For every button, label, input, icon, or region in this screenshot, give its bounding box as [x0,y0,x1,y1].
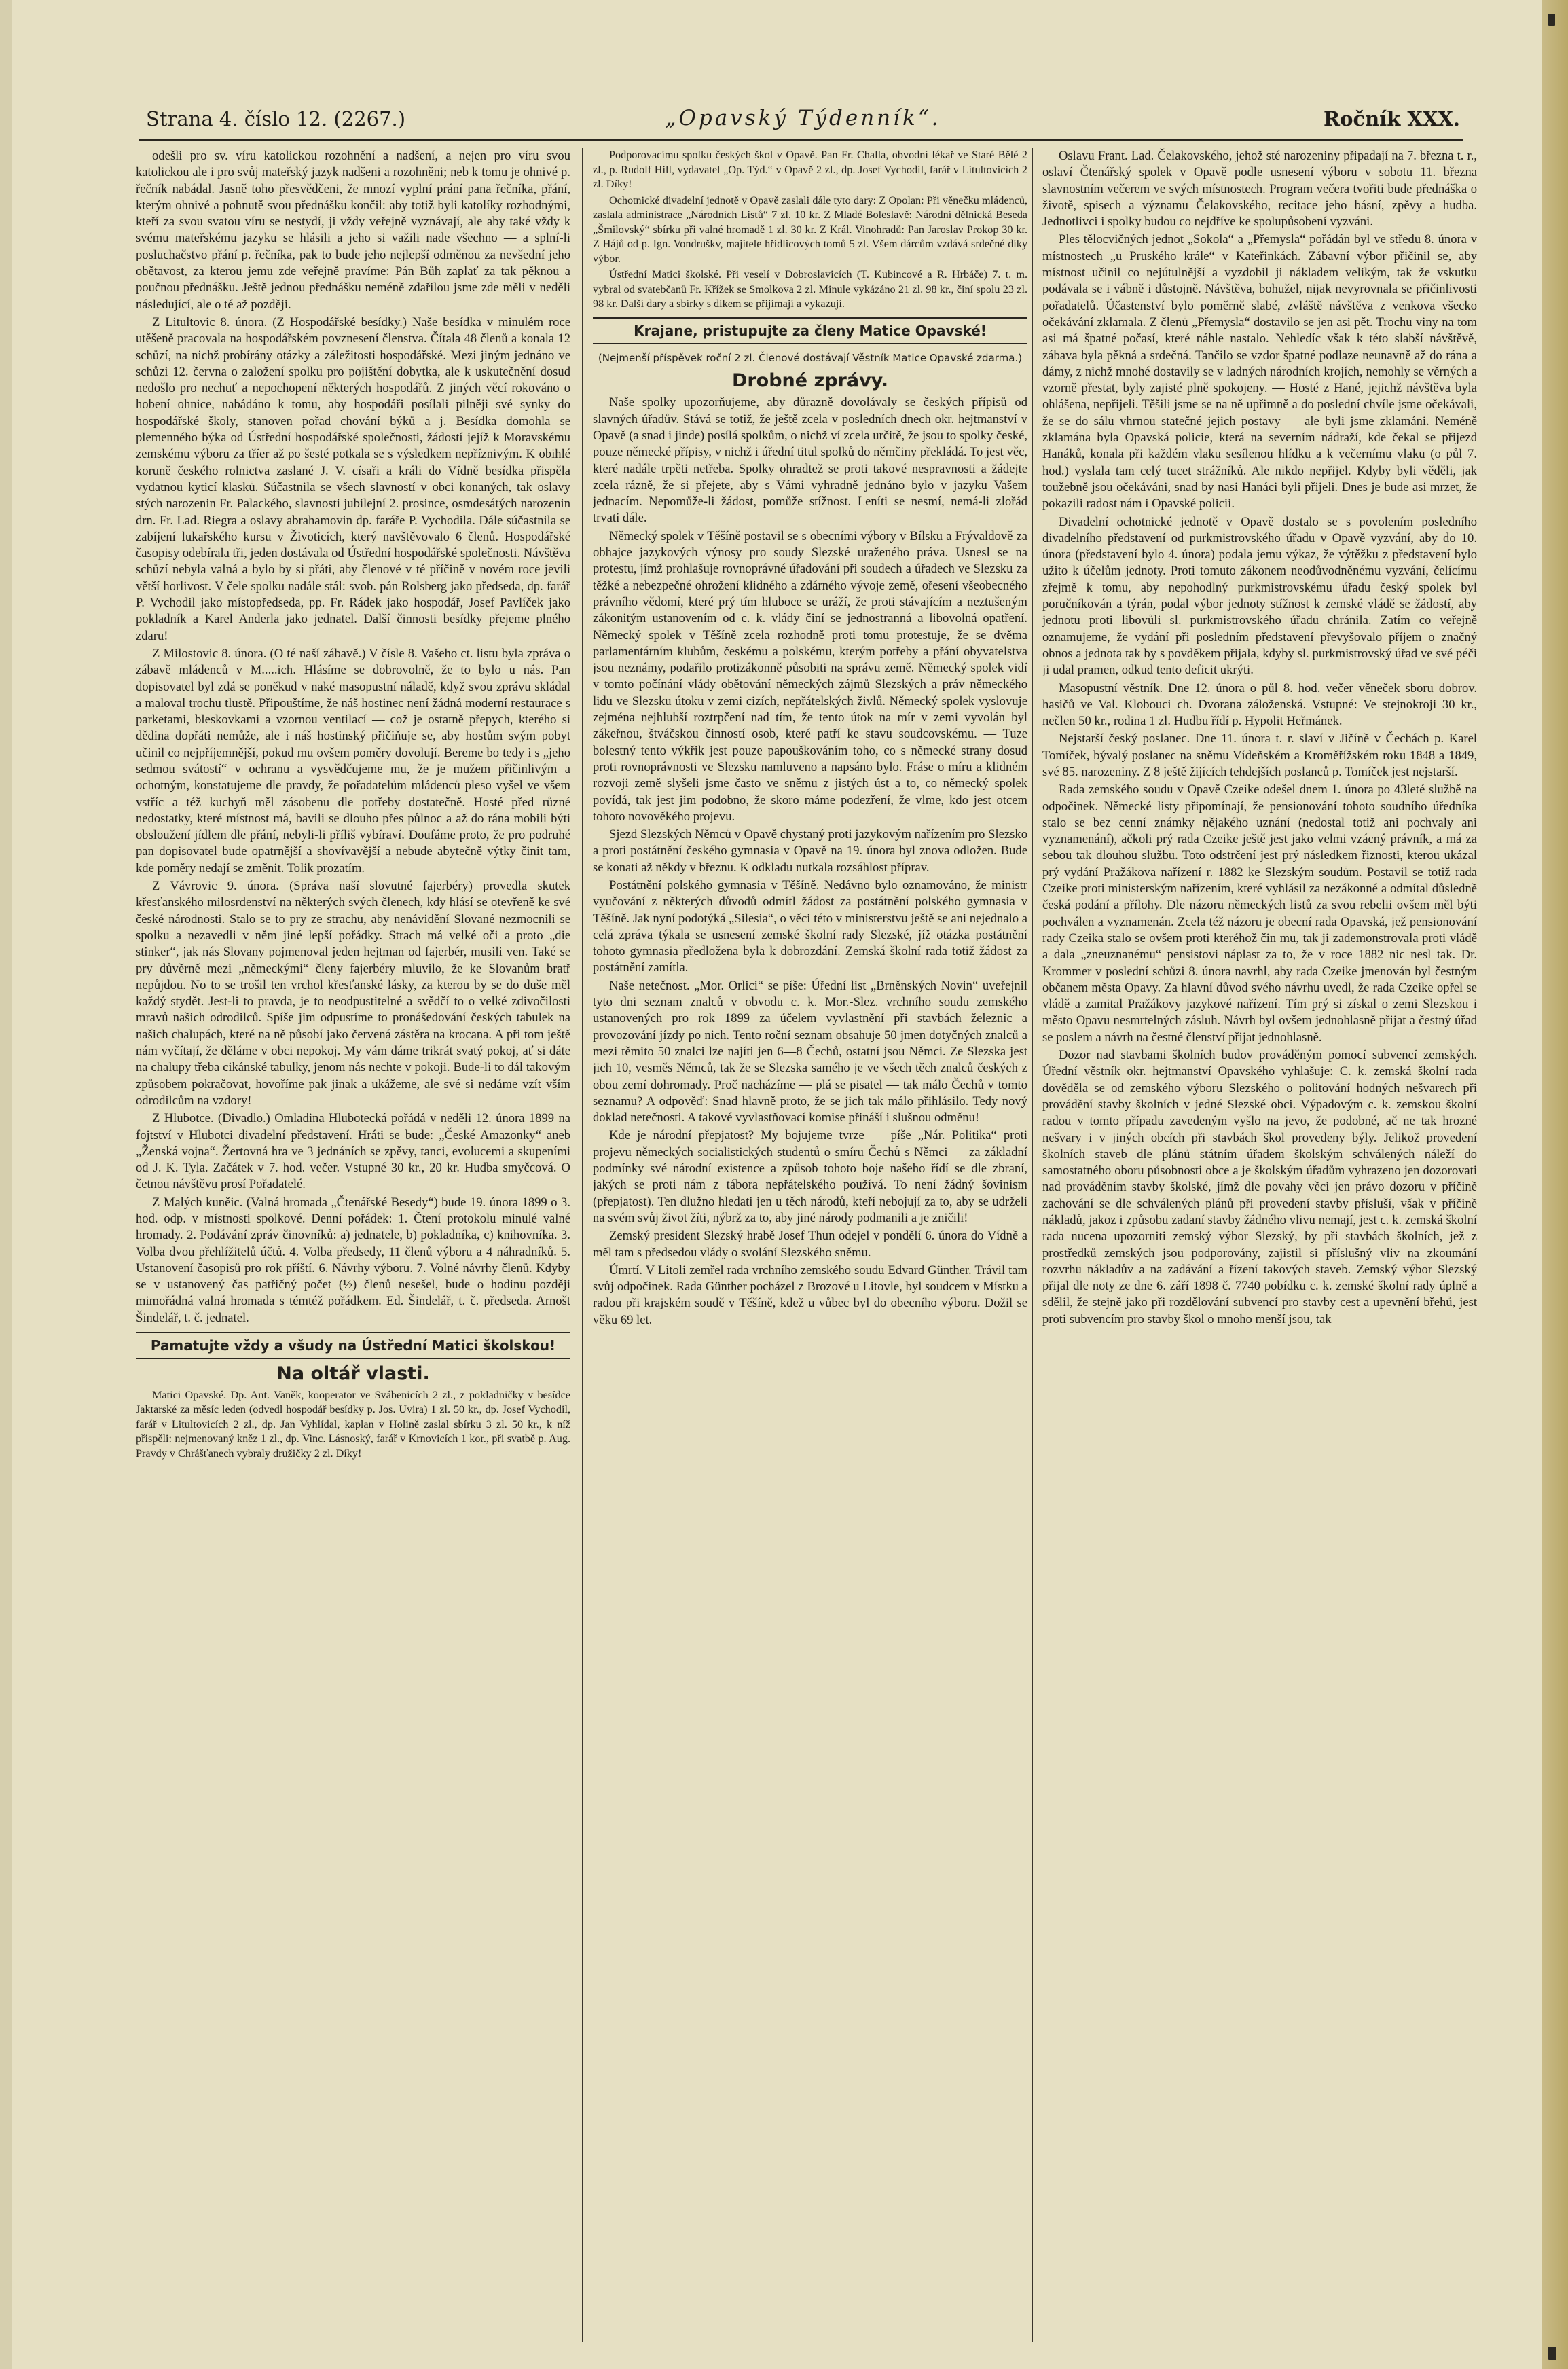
news-item: Úmrtí. V Litoli zemřel rada vrchního zemského soudu Edvard Günther. Trávil tam svůj odpočinek. Rada Günther pocházel z Brozové u Litovle, byl soudcem v Místku a radou při krajském soudě v Těšíně, kdež u vůbec byl do obecního výboru. Dožil se věku 69 let. [593,1263,1027,1327]
page-header [146,102,1460,140]
archive-mark [1548,2347,1556,2360]
page-edge [1542,0,1568,2369]
section-title: Na oltář vlasti. [276,1363,430,1385]
news-item: Ples tělocvičných jednot „Sokola“ a „Přemysla“ pořádán byl ve středu 8. února v místnostech „u Pruského krále“ v Kateřinkách. Zábavní výbor přičinil se, aby místnost učinil co nejútulnější a vyzdobil ji nákladem velikým, tak že vskutku podávala se i vábně i důstojně. Návštěva, bohužel, nijak nevyrovnala se přičinlivosti pořadatelů. Účastenství bylo poměrně slabé, zvláště návštěva z venkova všecko očekávání zklamala. Z členů „Přemysla“ dostavilo se jen asi pět. Trochu viny na tom asi má špatné počasí, které náhle nastalo. Nehledíc však k této slabší návštěvě, zábava byla pěkná a srdečná. Tančilo se vzdor špatné podlaze neunavně až do rána a dámy, z nichž mnohé dostavily se v ladných národních krojích, nemohly se věrných a vzorně přestat, byly zajisté plně spokojeny. — Hosté z Hané, jejichž návštěva byla ohlášena, nepřijeli. Těšili jsme se na ně upřimně a do poslední chvíle jsme očekávali, že se do sálu vhrnou statečné jejich postavy — ale byli jsme zklamáni. Neméně zklamána byla Opavská policie, která na severním nádraží, kde čekal se přijezd Hanáků, konala při každém vlaku sesílenou hlídku a k večernímu vlaku (o půl 7. hod.) vyslala tam celý tucet strážníků. Ale nikdo nepřijel. Kdyby byli věděli, jak toužebně jsou očekáváni, snad by nasi Hanáci byli přijeli. Dnes je bude asi mrzet, že pokazili radost nám i Opavské policii. [1042,232,1477,511]
column-middle [593,148,1027,2342]
volume-number: Ročník XXX. [1324,107,1460,130]
article-paragraph: Z Litultovic 8. února. (Z Hospodářské besídky.) Naše besídka v minulém roce utěšeně pracovala na hospodářském povznesení členstva. Čítala 48 členů a konala 12 schůzí, na nichž probírány otázky a záležitosti hospodářské. Mezi jiným jednáno ve schůzi 12. června o založení spolku pro pojištění dobytka, ale k uskutečnění dosud nedošlo pro nechuť a nepochopení některých hospodářů. Z jiných věcí rokováno o hobení ohnice, nabádáno k tomu, aby hospodáři posílali pilněji své synky do hospodářské školy, stanoven pořad chování býků a j. Besídka domohla se plemenného býka od Ústřední hospodářské společnosti, žádostí jejíž k Moravskému zemskému výboru za tříer až po šesté potkala se s výsledkem nepříznivým. K obihlé koruně českého rolnictva zaslané J. V. císaři a králi do Vídně besídka přispěla vydatnou kyticí klasků. Súčastnila se všech slavností v obci konaných, tak oslavy stých narozenin Fr. Palackého, slavnosti jubilejní 2. prosince, osmdesátých narozenin drn. Fr. Lad. Riegra a oslavy abrahamovin dp. faráře P. Vychodila. Dále súčastnila se zabíjení lukařského kursu v Životicích, který navštěvovalo 6 členů. Hospodářské časopisy odebírala tři, jeden dostávala od Ústřední hospodářské společnosti. Návštěva schůzí nebyla valná a bylo by si přáti, aby členové v té příčině v novém roce jevili větší horlivost. V čele spolku nadále stál: svob. pán Rolsberg jako předseda, dp. farář P. Vychodil jako místopředseda, pp. Fr. Rádek jako hospodář, Josef Pavlíček jako pokladník a Karel Anderla jako jednatel. Další činnosti besídky přejeme plného zdaru! [136,314,570,643]
article-paragraph: Z Vávrovic 9. února. (Správa naší slovutné fajerbéry) provedla skutek křesťanského milosrdenství na některých svých členech, kdy hlásí se otevřeně ke své české národnosti. Stalo se to pry ze strachu, aby nenávidění Slované nezmocnili se spolku a nezavedli v něm jiné lepší pořádky. Strach má velké oči a proto „die stinker“, jak nás Slovany pojmenoval jeden hejtman od fajerbér, musili ven. Také se pry důvěrně mezi „německými“ členy fajerbéry mluvilo, že ke Slovanům bratř nepůjdou. No to se trošil ten vrchol křesťanské lásky, za kterou by se do duše měl každý stydět. Jest-li to pravda, je to neodpustitelné a svědčí to o velké zdivočilosti mravů našich odrodilců. Spíše jim odpustíme to pronášedování českých tabulek na našich chalupách, které na ně působí jako červená zástěra na krocana. A při tom ještě nám vyčítají, že děláme v obci nepokoj. My vám dáme trikrát svatý pokoj, ať si dáte na chalupy třeba cikánské tabulky, jenom nás nechte v pokoji. Bude-li to dál takovým způsobem pokračovat, hovoříme pak jinak a ukážeme, ale své si nedáme vzít vším odrodilcům na vzdory! [136,879,570,1108]
donation-paragraph: Podporovacímu spolku českých škol v Opavě. Pan Fr. Challa, obvodní lékař ve Staré Bělé 2 zl., p. Rudolf Hill, vydavatel „Op. Týd.“ v Opavě 2 zl., dp. Josef Vychodil, farář v Litultovicích 2 zl. Díky! [593,149,1027,190]
column-divider [1032,148,1033,2342]
banner-note: (Nejmenší příspěvek roční 2 zl. Členové dostávají Věstník Matice Opavské zdarma.) [598,351,1023,364]
donation-list: Matici Opavské. Dp. Ant. Vaněk, kooperator ve Svábenicích 2 zl., z pokladničky v besídce Jaktarské za měsíc leden (odvedl hospodář besídky p. Jos. Uvira) 1 zl. 50 kr., dp. Josef Vychodil, farář v Litultovicích 2 zl., dp. Jan Vyhlídal, kaplan v Holině zaslal sbírku 3 zl. 50 kr., k níž přispěli: nejmenovaný kněz 1 zl., dp. Vinc. Lásnoský, farář v Krnovicích 1 kor., při svatbě p. Aug. Pravdy v Chrášťanech vybraly družičky 2 zl. Díky! [136,1388,570,1460]
article-paragraph: Z Hlubotce. (Divadlo.) Omladina Hlubotecká pořádá v neděli 12. února 1899 na fojtství v Hlubotci divadelní představení. Hráti se bude: „České Amazonky“ aneb „Ženská vojna“. Žertovná hra ve 3 jednáních se zpěvy, tanci, evolucemi a skupeními od J. K. Tyla. Začátek v 7. hod. večer. Vstupné 30 kr., 20 kr. Hudba smyčcová. O četnou návštěvu prosí Pořadatelé. [136,1111,570,1192]
column-right [1042,148,1477,2342]
article-paragraph: Z Malých kuněic. (Valná hromada „Čtenářské Besedy“) bude 19. února 1899 o 3. hod. odp. v místnosti spolkové. Denní pořádek: 1. Čtení protokolu minulé valné hromady. 2. Podávání zpráv činovníků: a) jednatele, b) pokladníka, c) knihovníka. 3. Volba dvou přehlížitelů účtů. 4. Volba předsedy, 11 členů výboru a 4 náhradníků. 5. Ustanovení časopisů pro rok příští. 6. Návrhy výboru. 7. Volné návrhy členů. Kdyby se v ustanovený čas patřičný počet (½) členů nesešel, bude o hodinu později mimořádná valná hromada s témtéž pořádkem. Ed. Šindelář, t. č. předseda. Arnošt Šindelář, t. č. jednatel. [136,1195,570,1325]
news-item: Dozor nad stavbami školních budov prováděným pomocí subvencí zemských. Úřední věstník okr. hejtmanství Opavského vyhlašuje: C. k. zemská školní rada dověděla se od zemského výboru Slezského o politování hodných nešvarech při provádění stavby školních v jedné Slezské obci. Výpadovým c. k. zemskou školní radou v tomto případu zavedeným vyšlo na jevo, že podobné, ač ne tak hrozné nešvary i v jiných obcích při stavbách škol provedeny býly. Jelikož provedení školních staveb dle plánů státním úřadem školským schválených náleží do samostatného oboru působnosti obce a je školským úřadům vyhrazeno jen dozorovati nad prováděním stavby školské, jímž dle povahy věci jen právo dozoru v příčině zachování se dle schválených plánů při provedení stavby přísluší, však v příčině nákladů, jakoz i způsobu zadaní stavby žádného vlivu nemají, jest c. k. zemská školní rada nucena upozorniti zemský výbor Slezský, by při stavbách školních, jež z prostředků zemských jsou podporovány, zajistil si příslušný vliv na zkoumání rozvrhu nákladův a na zadávání a řízení takových staveb. Zemský výbor Slezský přijal dle noty ze dne 6. září 1898 č. 7740 pobídku c. k. zemské školní rady úplně a sdělil, že stejně jako při rozdělování subvencí pro stavby cest a upevnění břehů, jest proti subvencím pro stavby škol o mnoho menší jsou, tak [1042,1048,1477,1326]
article-paragraph: odešli pro sv. víru katolickou rozohnění a nadšení, a nejen pro víru svou katolickou ale i pro svůj mateřský jazyk nadšeni a rozohněni; neb k tomu je ohnivé p. řečník nabádal. Jasně toho přesvědčeni, že mnozí vyplní prání pana řečníka, přání, kterým ohnivé a pohnutě svou přednášku končil: aby totiž byli katolíky rozhodnými, kteří za svou svatou víru se nestydí, ji vždy veřejně vyznávají, ale aby také vždy k svému mateřskému jazyku se hlásili a jeho si važili nade všechno — a splní-li posluchačstvo přání p. řečníka, pak to bude jeho nejlepší odměnou za nevšední jeho obětavost, za kterou jemu zde veřejně pravíme: Pán Bůh zaplať za tak pěknou a poučnou přednášku. Ještě jednou přednášku neméně zdařilou jsme zde měli v neděli následující, ale o té až později. [136,149,570,312]
news-item: Sjezd Slezských Němců v Opavě chystaný proti jazykovým nařízením pro Slezsko a proti postátnění českého gymnasia v Opavě na 19. února byl znova odložen. Bude se konati až někdy v březnu. K odkladu nutkala rozsáhlost příprav. [593,827,1027,875]
page-number: Strana 4. číslo 12. (2267.) [146,107,406,130]
article-paragraph: Z Milostovic 8. února. (O té naší zábavě.) V čísle 8. Vašeho ct. listu byla zpráva o zábavě mládenců v M.....ich. Hlásíme se dobrovolně, že to bylo u nás. Pan dopisovatel byl zdá se poněkud v naké masopustní náladě, když svou zprávu skládal a maloval trochu tlustě. Připouštíme, že náš hostinec není žádná moderní restaurace s parketami, bleskovkami a vzornou ventilací — což je ostatně přepych, kterého si dědina dopřáti nemůže, ale i náš hostinský přičiňuje se, aby hostům svým pobyt učinil co nejpříjemnější, pokud mu ovšem poměry dovolují. Bereme bo tedy i s „jeho sedmou svátostí“ v ochranu a vysvědčujeme mu, že je mužem přičinlivým a ochotným, konstatujeme dle pravdy, že pořadatelům mládenců pleso vyšel ve všem vstříc a též kuchyň měl zásobenu dle potřeby dostatečně. Hosté před různé nedostatky, které místnost má, bavili se dlouho přes půlnoc a až do rána mobili býti obsloužení jídlem dle přání, nebyli-li příliš vybíraví. Doufáme proto, že pro podruhé pan dopisovatel bude opatrnější a shovívavější a nebude abytečně výtky činit tam, kde poměry nedají se změnit. Tolik prozatím. [136,646,570,875]
news-item: Zemský president Slezský hrabě Josef Thun odejel v pondělí 6. února do Vídně a měl tam s předsedou vlády o svolání Slezského sněmu. [593,1229,1027,1260]
column-divider [582,148,583,2342]
column-left [136,148,570,2342]
section-title: Drobné zprávy. [731,370,889,392]
donation-paragraph: Ochotnické divadelní jednotě v Opavě zaslali dále tyto dary: Z Opolan: Při věnečku mládenců, zaslala administrace „Národních Listů“ 7 zl. 10 kr. Z Mladé Boleslavě: Národní dělnická Beseda „Šmilovský“ sbírku při valné hromadě 1 zl. 30 kr. Z Král. Vinohradů: Pan Jaroslav Prokop 30 kr. Z Hájů od p. Ign. Vondruškv, majitele hřídlicových tomů 5 zl. Všem dárcům vzdává srdečné díky výbor. [593,194,1027,265]
news-item: Nejstarší český poslanec. Dne 11. února t. r. slaví v Jičíně v Čechách p. Karel Tomíček, bývalý poslanec na sněmu Vídeňském a Kroměřížském roku 1848 a 1849, své 85. narozeniny. Z 8 ještě žijících tehdejších poslanců p. Tomíček jest nejstarší. [1042,731,1477,779]
news-item: Postátnění polského gymnasia v Těšíně. Nedávno bylo oznamováno, že ministr vyučování z některých důvodů odmítl žádost za postátnění polského gymnasia v Těšíně. Jak nyní podotýká „Silesia“, o věci této v ministerstvu ještě se ani nejednalo a celá zpráva týkala se usnesení zemské školní rady Slezské, jíž otázka postátnění tohoto gymnasia předložena byla k dobrozdání. Zemská školní rada totiž žádost za postátnění zamítla. [593,878,1027,975]
matice-banner: Pamatujte vždy a všudy na Ústřední Matici školskou! [136,1332,570,1359]
news-item: Oslavu Frant. Lad. Čelakovského, jehož sté narozeniny připadají na 7. března t. r., oslaví Čtenářský spolek v Opavě podle usnesení výboru v sobotu 11. března slavnostním večerem ve svých místnostech. Program večera tvořiti bude přednáška o životě, spisech a významu Čelakovského, recitace jeho básní, zpěvy a hudba. Jednotlivci i spolky budou co nejdříve ke spolupůsobení vyzváni. [1042,149,1477,230]
news-item: Rada zemského soudu v Opavě Czeike odešel dnem 1. února po 43leté službě na odpočinek. Německé listy připomínají, že pensionování tohoto soudního úředníka stalo se bez cenní známky nějakého uznání (nedostal totiž ani pochvaly ani vyznamenání), ačkoli prý rada Czeike ještě jest jako velmi vzácný právník, a má za sebou tak dlouhou službu. Toto odstrčení jest prý následkem řiznosti, kterou ukázal prý vydání Pražákova nařízení r. 1882 ke Slezským soudům. Postavil se totiž rada Czeike proti ministerským nařízením, které vyhlásil za nezákonné a odmítal důsledně česká podání a přílohy. Dle názoru německých listů za svou rebelii ovšem měl býti pochválen a vyznamenán. Zcela též názoru je obecní rada Opavská, jež pensionování rady Czeika stalo se ovšem proti kteréhož čin mu, tak ji zademonstrovala proti vládě a dala „zneuznanému“ pensistovi náplast za to, že v roce 1882 nic nesl tak. Dr. Krommer v poslední schůzi 8. února navrhl, aby rada Czeike jmenován byl čestným občanem města Opavy. Za hlavní důvod svého návrhu uvedl, že rada Czeike opřel se vládě a zamital Pražákovy jazykové nařízení. Tím prý si získal o zemi Slezskou i město Opavu nesmrtelných zásluh. Návrh byl ovšem jednohlasně přijat a čestný úřad se poslem a návrh na čestné členství přijat jednohlasně. [1042,782,1477,1045]
header-rule [139,139,1463,141]
news-item: Naše spolky upozorňujeme, aby důrazně dovolávaly se českých přípisů od slavných úřadův. Stává se totiž, že ještě zcela v posledních dnech okr. hejtmanství v Opavě (a snad i jinde) posílá spolkům, o nichž ví zcela určitě, že jsou to spolky české, pouze německé přípisy, v nichž i úřední titul spolků do němčiny překládá. To jest věc, které nadále trpěti netřeba. Spolky ohradtež se proti takové nespravnosti a žádejte zcela rázně, že si přejete, aby s Vámi vyhradně jednáno bylo v jazyku Vašem jednacím. Nepomůže-li žádost, pomůže stížnost. Leníti se nesmí, nemá-li zlořád trvati dále. [593,395,1027,526]
donation-paragraph: Ústřední Matici školské. Při veselí v Dobroslavicích (T. Kubincové a R. Hrbáče) 7. t. m. vybral od svatebčanů Fr. Křížek se Smolkova 2 zl. Minule vykázáno 21 zl. 98 kr., činí spolu 23 zl. 98 kr. Další dary a sbírky s díkem se přijímají a vykazují. [593,268,1027,310]
matice-banner: Krajane, pristupujte za členy Matice Opavské! [593,317,1027,344]
news-item: Kde je národní přepjatost? My bojujeme tvrze — píše „Nár. Politika“ proti projevu německých socialistických studentů o smíru Čechů s Němci — za základní podmínky své národní existence a způsob tohoto boje našeho řídí se dle zbraní, jakých se proti nám z tábora nepřátelského používá. To není žádný šovinism (přepjatost). Ten dlužno hledati jen u těch národů, kteří nebojují za to, aby se udrželi na svém svůj život žíti, nýbrž za to, aby jiné národy podmanili a je zničili! [593,1128,1027,1225]
news-item: Naše netečnost. „Mor. Orlici“ se píše: Úřední list „Brněnských Novin“ uveřejnil tyto dni seznam znalců v obvodu c. k. Mor.-Slez. vrchního soudu zemského ustanovených pro rok 1899 za účelem vyvlastnění při stavbách železnic a provozování jízdy po nich. Tento roční seznam obsahuje 50 jmen dotyčných znalců a mezi těmito 50 znalci lze najíti jen 6—8 Čechů, ostatní jsou Němci. Ze Slezska jest jich 10, vesměs Němců, tak že se Slezska samého je ve všech těch znalců českých z obou zemí dohromady. Proč nacházíme — plá se pisatel — tak málo Čechů v tomto seznamu? A odpověď: Snad hlavně proto, že se jich tak málo přihlásilo. Tedy nový doklad netečnosti. A takové vyvlastňovací komise přináší i slušnou odměnu! [593,978,1027,1125]
news-item: Masopustní věstník. Dne 12. února o půl 8. hod. večer věneček sboru dobrov. hasičů ve Val. Klobouci ch. Dvorana záloženská. Vstupné: Ve stejnokroji 30 kr., nečlen 50 kr., rodina 1 zl. Hudbu řídí p. Hypolit Heřmánek. [1042,681,1477,729]
news-item: Divadelní ochotnické jednotě v Opavě dostalo se s povolením posledního divadelního představení od purkmistrovského úřadu v Opavě vyzvání, aby do 10. února (představení bylo 4. února) podala jemu výkaz, že výtěžku z představení bylo užito k účelům jednoty. Proti tomuto zákonem neodůvodněnému vyzvání, čelícímu zřejmě k tomu, aby nepohodlný purkmistrovskému úřadu český spolek byl poručníkován a týrán, podal výbor jednoty stížnost k zemské vládě se žádostí, aby jednotu proti libovůli sl. purkmistrovského úřadu chránila. Zatím co veřejně oznamujeme, že vydání při posledním představení převyšovalo příjem o značný obnos a jednota tak by s povděkem přijala, kdyby sl. purkmistrovský úřad ve své péči ji udal pramen, odkud tento deficit ukrýti. [1042,514,1477,678]
news-item: Německý spolek v Těšíně postavil se s obecními výbory v Bílsku a Frývaldově za obhajce jazykových výnosy pro soudy Slezské uraženého práva. Usnesl se na protestu, jímž prohlašuje rovnoprávné úřadování při soudech a úřadech ve Slezsku za těžké a nebezpečné ohrožení klidného a zdárného vývoje země, ořesení všeobecného právního vědomí, které prý tím hluboce se uráží, že proti stávajícím a neztušeným zákonitým ustanovením od c. k. vlády činí se jednostranná a libovolná opatření. Německý spolek v Těšíně zcela rozhodně proti tomu protestuje, že se dvěma parlamentárním klubům, českému a polskému, kterým potřeby a přání obyvatelstva jsou neznámy, podařilo protizákonně působiti na správu země. Německý spolek vidí v tomto počínání vlády obětování německých zájmů Slezských a práv německého lidu ve Slezsku útoku v zemi cizích, nepřátelských živlů. Německý spolek vyslovuje zejména nejhlubší roztrpčení nad tím, že tento útok na mír v zemi vyvolán byl zákeřnou, štváčskou činností osob, které patří ke stavu soudcovskému. — Tuze bolestný tento výkřik jest pouze papouškováním toho, co s německé strany dosud proti rovnoprávnosti ve Slezsku namluveno a napsáno bylo. Fráse o míru a klidném rozvoji země slyšeli jsme často ve sněmu z jistých úst a to, co německý spolek povídá, tak jest jim podobno, že skoro máme podezření, že vlme, kdo jest otcem tohoto novověkého projevu. [593,528,1027,824]
newspaper-title: „Opavský Týdenník“. [665,106,941,130]
archive-mark [1548,14,1555,26]
